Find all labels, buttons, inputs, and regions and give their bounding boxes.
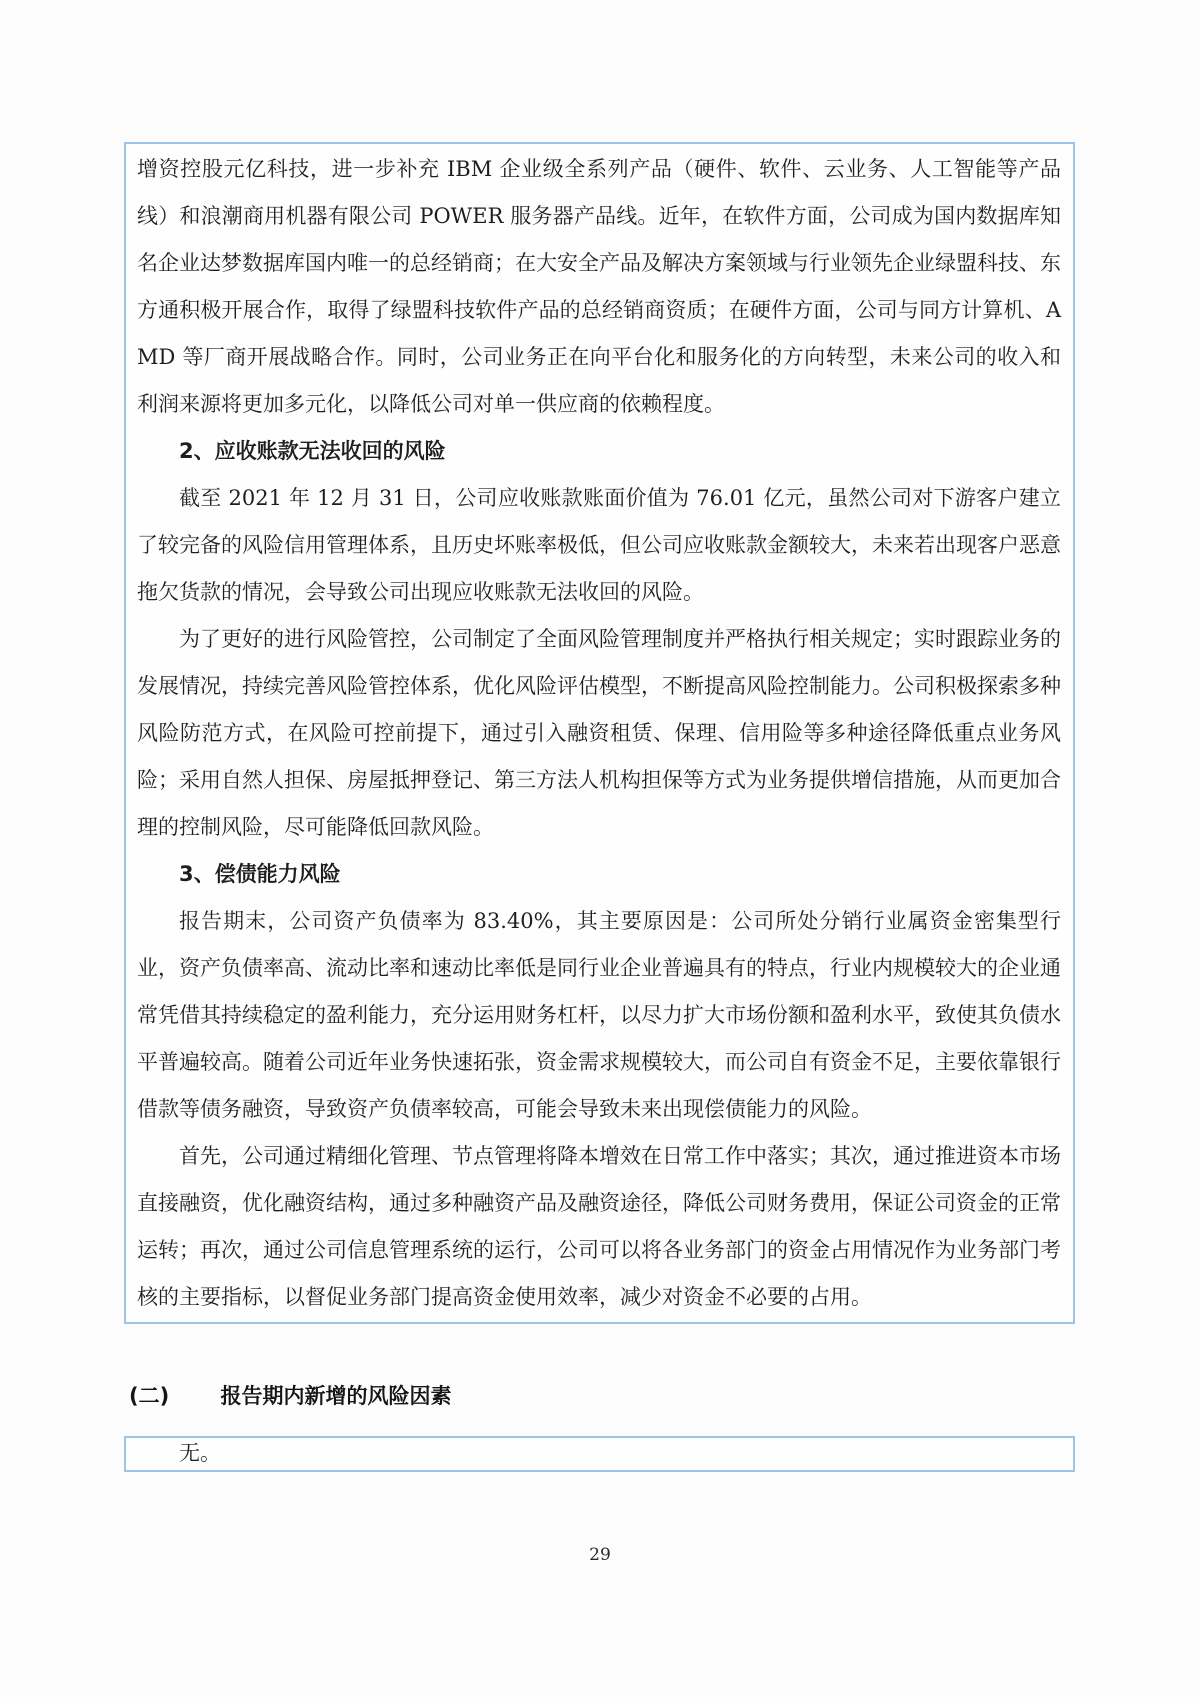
heading-solvency-risk: 3、偿债能力风险	[179, 862, 341, 886]
section-title: 报告期内新增的风险因素	[220, 1384, 452, 1408]
page-number: 29	[589, 1545, 611, 1565]
heading-receivables-risk: 2、应收账款无法收回的风险	[179, 439, 446, 463]
paragraph-solvency-risk-detail: 报告期末，公司资产负债率为 83.40%，其主要原因是：公司所处分销行业属资金密集型行业，资产负债率高、流动比率和速动比率低是同行业企业普遍具有的特点，行业内规模较大的企业通常凭借其持续稳定的盈利能力，充分运用财务杠杆，以尽力扩大市场份额和盈利水平，致使其负债水平普遍较高。随着公司近年业务快速拓张，资金需求规模较大，而公司自有资金不足，主要依靠银行借款等债务融资，导致资产负债率较高，可能会导致未来出现偿债能力的风险。	[137, 909, 1061, 1121]
section-heading-new-risk-factors	[129, 1381, 452, 1411]
section-marker: (二)	[129, 1384, 170, 1408]
paragraph-solvency-measures: 首先，公司通过精细化管理、节点管理将降本增效在日常工作中落实；其次，通过推进资本市场直接融资，优化融资结构，通过多种融资产品及融资途径，降低公司财务费用，保证公司资金的正常运转；再次，通过公司信息管理系统的运行，公司可以将各业务部门的资金占用情况作为业务部门考核的主要指标，以督促业务部门提高资金使用效率，减少对资金不必要的占用。	[137, 1144, 1061, 1309]
risk-factors-text-box	[124, 142, 1075, 1324]
paragraph-supplier-dependence: 增资控股元亿科技，进一步补充 IBM 企业级全系列产品（硬件、软件、云业务、人工智能等产品线）和浪潮商用机器有限公司 POWER 服务器产品线。近年，在软件方面，公司成为国内数据库知名企业达梦数据库国内唯一的总经销商；在大安全产品及解决方案领域与行业领先企业绿盟科技、东方通积极开展合作，取得了绿盟科技软件产品的总经销商资质；在硬件方面，公司与同方计算机、AMD 等厂商开展战略合作。同时，公司业务正在向平台化和服务化的方向转型，未来公司的收入和利润来源将更加多元化，以降低公司对单一供应商的依赖程度。	[137, 157, 1061, 416]
new-risk-factors-content-box	[124, 1436, 1075, 1472]
new-risk-factors-content: 无。	[179, 1441, 221, 1465]
paragraph-risk-control-measures: 为了更好的进行风险管控，公司制定了全面风险管理制度并严格执行相关规定；实时跟踪业务的发展情况，持续完善风险管控体系，优化风险评估模型，不断提高风险控制能力。公司积极探索多种风险防范方式，在风险可控前提下，通过引入融资租赁、保理、信用险等多种途径降低重点业务风险；采用自然人担保、房屋抵押登记、第三方法人机构担保等方式为业务提供增信措施，从而更加合理的控制风险，尽可能降低回款风险。	[137, 627, 1061, 839]
paragraph-receivables-risk-detail: 截至 2021 年 12 月 31 日，公司应收账款账面价值为 76.01 亿元，虽然公司对下游客户建立了较完备的风险信用管理体系，且历史坏账率极低，但公司应收账款金额较大，未来若出现客户恶意拖欠货款的情况，会导致公司出现应收账款无法收回的风险。	[137, 486, 1061, 604]
